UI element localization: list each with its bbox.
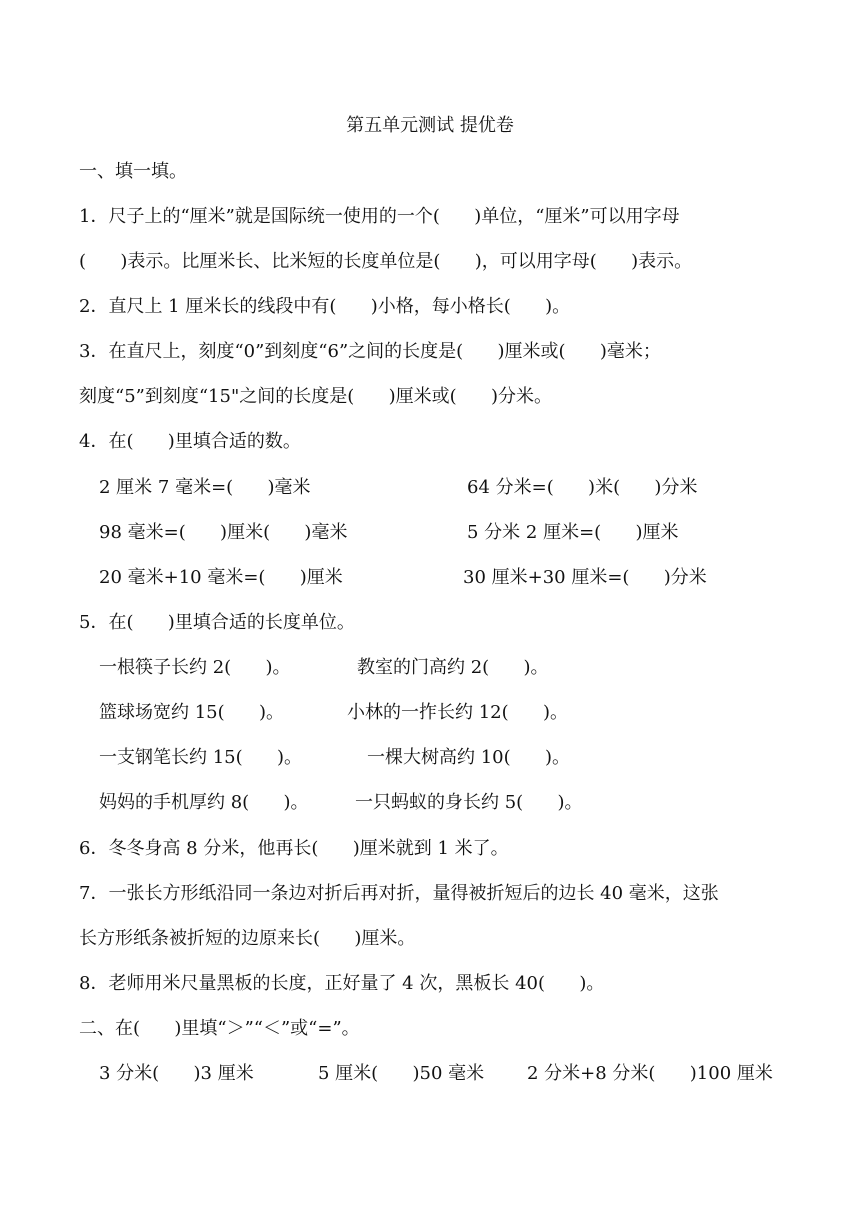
q1-line1: 1．尺子上的“厘米”就是国际统一使用的一个( )单位，“厘米”可以用字母	[79, 206, 680, 227]
q4-item: 2 厘米 7 毫米=( )毫米	[99, 477, 311, 498]
q8: 8．老师用米尺量黑板的长度，正好量了 4 次，黑板长 40( )。	[79, 973, 605, 994]
q4-item: 98 毫米=( )厘米( )毫米	[99, 522, 348, 543]
q3-line1: 3．在直尺上，刻度“0”到刻度“6”之间的长度是( )厘米或( )毫米；	[79, 341, 661, 362]
q5-item: 教室的门高约 2( )。	[357, 657, 549, 678]
page-title: 第五单元测试 提优卷	[346, 115, 514, 136]
q4-item: 5 分米 2 厘米=( )厘米	[467, 522, 679, 543]
q5-item: 妈妈的手机厚约 8( )。	[99, 792, 309, 813]
q7-line1: 7．一张长方形纸沿同一条边对折后再对折，量得被折短后的边长 40 毫米，这张	[79, 883, 719, 904]
q1-line2: ( )表示。比厘米长、比米短的长度单位是( )，可以用字母( )表示。	[79, 251, 693, 272]
q3-line2: 刻度“5”到刻度“15"之间的长度是( )厘米或( )分米。	[79, 386, 552, 407]
section1-heading: 一、填一填。	[79, 161, 187, 182]
q5-item: 篮球场宽约 15( )。	[99, 702, 285, 723]
section2-heading: 二、在( )里填“＞”“＜”或“=”。	[79, 1018, 360, 1039]
q5-prompt: 5．在( )里填合适的长度单位。	[79, 612, 355, 633]
q2: 2．直尺上 1 厘米长的线段中有( )小格，每小格长( )。	[79, 296, 571, 317]
q4-item: 20 毫米+10 毫米=( )厘米	[99, 567, 343, 588]
q5-item: 一根筷子长约 2( )。	[99, 657, 291, 678]
q4-item: 64 分米=( )米( )分米	[467, 477, 698, 498]
q5-item: 小林的一拃长约 12( )。	[347, 702, 569, 723]
q5-item: 一棵大树高约 10( )。	[367, 747, 571, 768]
q7-line2: 长方形纸条被折短的边原来长( )厘米。	[79, 928, 416, 949]
section2-item: 5 厘米( )50 毫米	[318, 1063, 485, 1084]
q6: 6．冬冬身高 8 分米，他再长( )厘米就到 1 米了。	[79, 838, 509, 859]
section2-item: 2 分米+8 分米( )100 厘米	[527, 1063, 773, 1084]
q5-item: 一只蚂蚁的身长约 5( )。	[355, 792, 583, 813]
q4-prompt: 4．在( )里填合适的数。	[79, 431, 301, 452]
q4-item: 30 厘米+30 厘米=( )分米	[463, 567, 707, 588]
section2-item: 3 分米( )3 厘米	[99, 1063, 254, 1084]
q5-item: 一支钢笔长约 15( )。	[99, 747, 303, 768]
